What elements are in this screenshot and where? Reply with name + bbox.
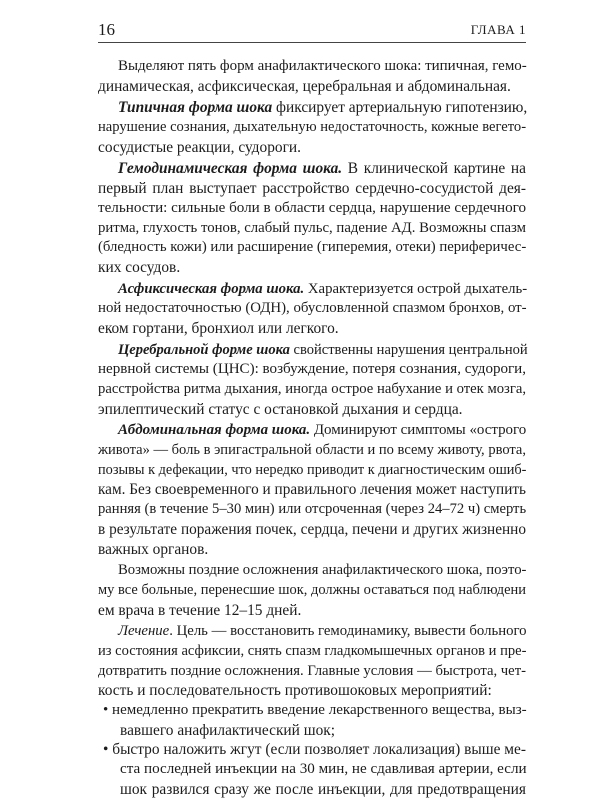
list-item: • немедленно прекратить введение лекарственного вещества, выз-: [103, 702, 527, 718]
term-heading: Типичная форма шока: [118, 99, 273, 117]
text-line: Абдоминальная форма шока. Доминируют симптомы «острого: [118, 422, 527, 439]
text-line: (бледность кожи) или расширение (гиперемия, отеки) периферичес-: [98, 239, 527, 256]
list-item: • быстро наложить жгут (если позволяет локализация) выше ме-: [103, 741, 526, 759]
text-line: вавшего анафилактический шок;: [120, 721, 336, 739]
text-line: нарушение сознания, дыхательную недостаточность, кожные вегето-: [98, 119, 527, 136]
text-line: Лечение. Цель — восстановить гемодинамику, вывести больного: [118, 623, 527, 640]
running-header: [98, 16, 526, 43]
body-text: [98, 57, 526, 799]
text-line: нервной системы (ЦНС): возбуждение, потеря сознания, судороги,: [98, 361, 526, 378]
page-number: 16: [98, 20, 115, 39]
text-line: динамическая, асфиксическая, церебральная и абдоминальная.: [98, 77, 511, 95]
term-heading: Абдоминальная форма шока.: [118, 422, 311, 439]
text-line: дотвратить поздние осложнения. Главные условия — быстрота, чет-: [98, 662, 526, 679]
term-heading: Лечение: [118, 623, 170, 640]
term-heading: Церебральной форме шока: [118, 341, 290, 358]
bullet-icon: •: [103, 741, 109, 759]
text-line: в результате поражения почек, сердца, печени и других жизненно: [98, 520, 526, 538]
text-line: Церебральной форме шока свойственны нарушения центральной: [118, 341, 528, 358]
text-line: эпилептический статус с остановкой дыхания и сердца.: [98, 400, 463, 418]
text-line: Типичная форма шока фиксирует артериальную гипотензию,: [118, 99, 528, 117]
text-line: Гемодинамическая форма шока. В клинической картине на: [118, 160, 526, 178]
text-line: ной недостаточностью (ОДН), обусловленной спазмом бронхов, от-: [98, 300, 527, 317]
text-line: ранняя (в течение 5–30 мин) или отсроченная (через 24–72 ч) смерть: [98, 501, 527, 518]
text-line: ких сосудов.: [98, 258, 181, 276]
text-line: му все больные, перенесшие шок, должны оставаться под наблюдени: [98, 581, 526, 598]
text-line: Возможны поздние осложнения анафилактического шока, поэто-: [118, 562, 527, 579]
bullet-icon: •: [103, 702, 109, 718]
text-line: из состояния асфиксии, снять спазм гладкомышечных органов и пре-: [98, 642, 527, 659]
term-heading: Асфиксическая форма шока.: [118, 280, 305, 297]
chapter-title: ГЛАВА 1: [470, 22, 526, 37]
text-line: шок развился сразу же после инъекции, для предотвращения: [120, 780, 526, 798]
text-line: кость и последовательность противошоковых мероприятий:: [98, 682, 492, 700]
text-line: ем врача в течение 12–15 дней.: [98, 601, 302, 619]
text-line: важных органов.: [98, 540, 209, 558]
text-line: Асфиксическая форма шока. Характеризуется острой дыхатель-: [118, 280, 528, 297]
text-line: тельности: сильные боли в области сердца, нарушение сердечного: [98, 199, 526, 216]
text-line: живота» — боль в эпигастральной области и по всему животу, рвота,: [98, 442, 526, 459]
text-line: сосудистые реакции, судороги.: [98, 138, 302, 156]
text-line: ста последней инъекции на 30 мин, не сдавливая артерии, если: [120, 761, 527, 778]
text-line: позывы к дефекации, что нередко приводит к диагностическим ошиб-: [98, 461, 527, 478]
text-line: расстройства ритма дыхания, иногда острое набухание и отек мозга,: [98, 381, 526, 397]
text-line: кам. Без своевременного и правильного лечения может наступить: [98, 481, 526, 499]
text-line: ритма, глухость тонов, слабый пульс, падение АД. Возможны спазм: [98, 219, 527, 236]
text-line: еком гортани, бронхиол или легкого.: [98, 319, 339, 337]
term-heading: Гемодинамическая форма шока.: [118, 160, 343, 178]
text-line: первый план выступает расстройство сердечно-сосудистой дея-: [98, 180, 526, 198]
text-line: Выделяют пять форм анафилактического шока: типичная, гемо-: [118, 58, 527, 74]
